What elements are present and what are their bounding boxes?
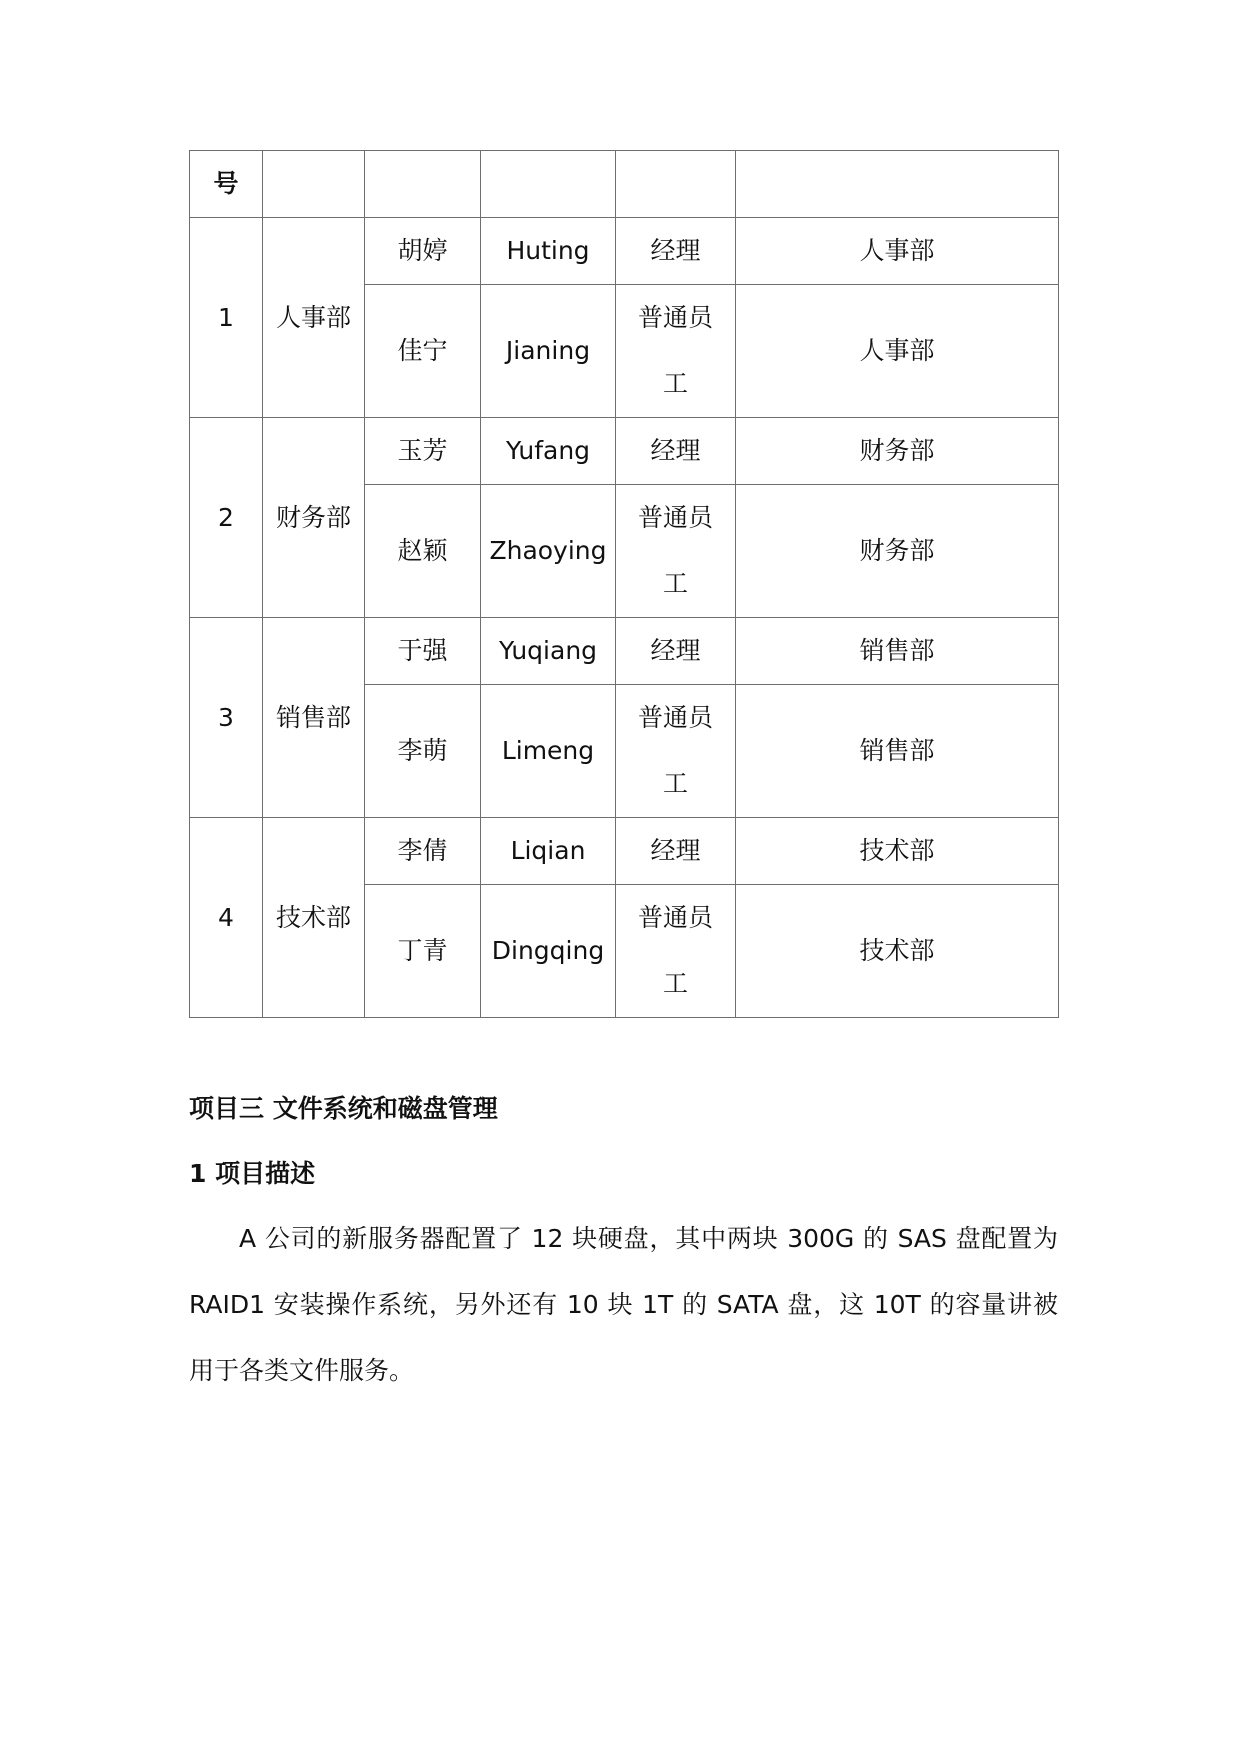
header-cell-name-en xyxy=(481,151,616,218)
name-cn-cell: 胡婷 xyxy=(365,218,481,285)
title-cell: 经理 xyxy=(616,418,736,485)
title-cell: 经理 xyxy=(616,618,736,685)
group-department-cell: 人事部 xyxy=(263,218,365,418)
dept-cell: 技术部 xyxy=(736,818,1059,885)
name-cn-cell: 佳宁 xyxy=(365,285,481,418)
dept-cell: 财务部 xyxy=(736,418,1059,485)
group-department-cell: 销售部 xyxy=(263,618,365,818)
group-number-cell: 1 xyxy=(190,218,263,418)
name-cn-cell: 赵颖 xyxy=(365,485,481,618)
subsection-title: 1 项目描述 xyxy=(189,1159,316,1188)
staff-table xyxy=(189,150,1059,1018)
table-row xyxy=(190,818,1059,885)
name-cn-cell: 李萌 xyxy=(365,685,481,818)
table-row xyxy=(190,418,1059,485)
name-en-cell: Liqian xyxy=(481,818,616,885)
dept-cell: 人事部 xyxy=(736,218,1059,285)
name-en-cell: Dingqing xyxy=(481,885,616,1018)
name-en-cell: Yufang xyxy=(481,418,616,485)
title-cell: 普通员工 xyxy=(616,885,736,1018)
title-cell: 经理 xyxy=(616,218,736,285)
header-cell-number: 号 xyxy=(190,151,263,218)
name-en-cell: Yuqiang xyxy=(481,618,616,685)
table-row xyxy=(190,618,1059,685)
dept-cell: 技术部 xyxy=(736,885,1059,1018)
name-en-cell: Zhaoying xyxy=(481,485,616,618)
header-cell-title xyxy=(616,151,736,218)
group-department-cell: 技术部 xyxy=(263,818,365,1018)
name-cn-cell: 于强 xyxy=(365,618,481,685)
group-department-cell: 财务部 xyxy=(263,418,365,618)
title-cell: 普通员工 xyxy=(616,485,736,618)
name-en-cell: Huting xyxy=(481,218,616,285)
name-cn-cell: 玉芳 xyxy=(365,418,481,485)
dept-cell: 财务部 xyxy=(736,485,1059,618)
group-number-cell: 4 xyxy=(190,818,263,1018)
dept-cell: 销售部 xyxy=(736,618,1059,685)
dept-cell: 人事部 xyxy=(736,285,1059,418)
dept-cell: 销售部 xyxy=(736,685,1059,818)
header-cell-name-cn xyxy=(365,151,481,218)
name-cn-cell: 李倩 xyxy=(365,818,481,885)
title-cell: 普通员工 xyxy=(616,685,736,818)
name-cn-cell: 丁青 xyxy=(365,885,481,1018)
title-cell: 经理 xyxy=(616,818,736,885)
table-row xyxy=(190,218,1059,285)
table-header-row xyxy=(190,151,1059,218)
title-cell: 普通员工 xyxy=(616,285,736,418)
group-number-cell: 3 xyxy=(190,618,263,818)
group-number-cell: 2 xyxy=(190,418,263,618)
header-cell-dept xyxy=(736,151,1059,218)
description-paragraph: A 公司的新服务器配置了 12 块硬盘，其中两块 300G 的 SAS 盘配置为 RAID1 安装操作系统，另外还有 10 块 1T 的 SATA 盘，这 10T 的容量讲被用于各类文件服务。 xyxy=(189,1224,1058,1385)
name-en-cell: Limeng xyxy=(481,685,616,818)
header-cell-department xyxy=(263,151,365,218)
name-en-cell: Jianing xyxy=(481,285,616,418)
project-title: 项目三 文件系统和磁盘管理 xyxy=(189,1094,498,1123)
